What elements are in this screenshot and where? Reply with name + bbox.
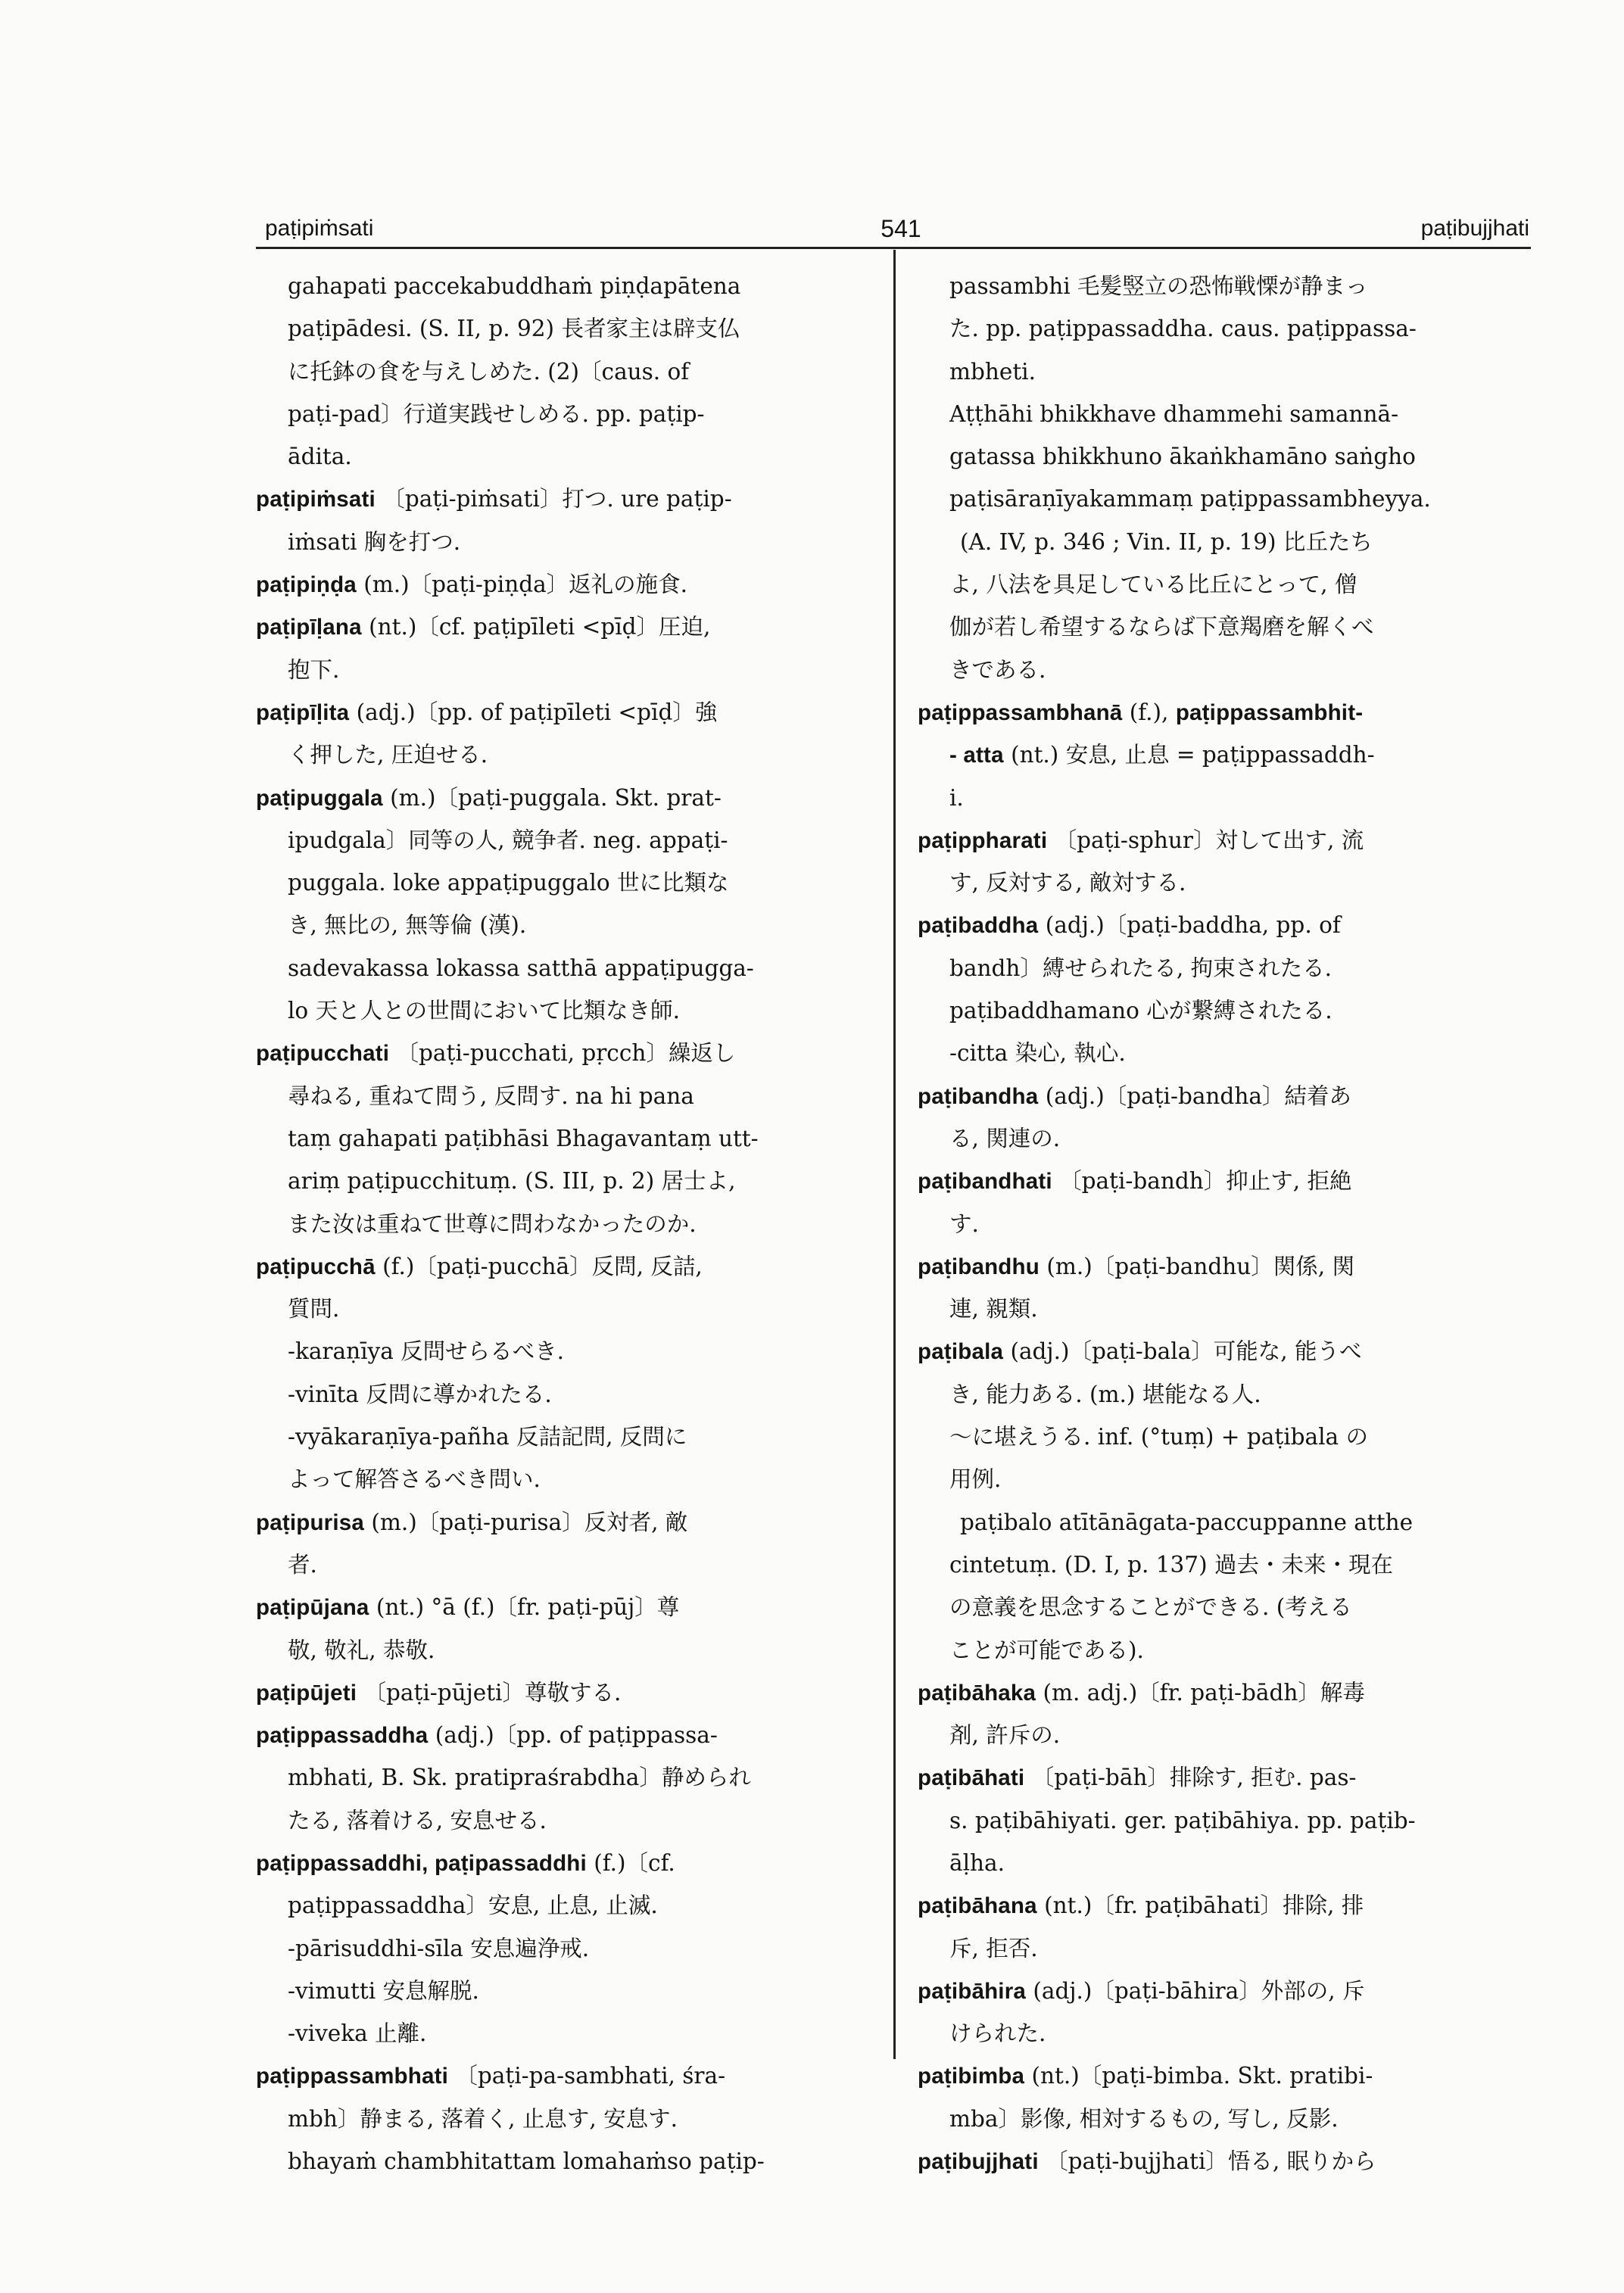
headword: paṭippassaddhi, paṭipassaddhi	[256, 1850, 587, 1876]
definition-line	[256, 350, 866, 393]
line-text: gatassa bhikkhuno ākaṅkhamāno saṅgho	[949, 444, 1416, 470]
definition-line	[918, 1416, 1529, 1458]
headword: paṭippassambhanā	[918, 699, 1123, 725]
definition-line	[918, 1501, 1529, 1544]
line-text: paṭibalo atītānāgata-paccuppanne atthe	[960, 1509, 1414, 1535]
line-text: 連, 親類.	[949, 1296, 1038, 1323]
entry-line	[918, 904, 1529, 946]
definition-line	[256, 2140, 866, 2182]
headword: paṭippassambhati	[256, 2064, 449, 2089]
entry-line	[256, 1842, 866, 1884]
definition-line	[918, 478, 1529, 520]
line-text: 者.	[288, 1551, 317, 1578]
headword: paṭibimba	[918, 2064, 1025, 2089]
line-text: す, 反対する, 敵対する.	[949, 870, 1186, 896]
definition-line	[256, 1970, 866, 2012]
line-text: 用例.	[949, 1466, 1002, 1493]
line-text: す.	[949, 1210, 979, 1237]
line-text: 〔paṭi-bāh〕排除す, 拒む. pas-	[1024, 1765, 1357, 1791]
entry-line	[256, 1032, 866, 1074]
definition-line	[918, 265, 1529, 307]
line-text: (f.)〔cf.	[586, 1849, 675, 1876]
line-text: -vyākaraṇīya-pañha 反詰記問, 反問に	[288, 1424, 687, 1450]
line-text: き, 能力ある. (m.) 堪能なる人.	[949, 1381, 1261, 1407]
headword: paṭippharati	[918, 827, 1048, 853]
line-text: mba〕影像, 相対するもの, 写し, 反影.	[949, 2105, 1339, 2132]
headword: paṭibandhati	[918, 1169, 1052, 1195]
definition-line	[918, 563, 1529, 606]
definition-line	[918, 947, 1529, 989]
line-text: た. pp. paṭippassaddha. caus. paṭippassa-	[949, 316, 1417, 342]
entry-line	[918, 2055, 1529, 2097]
definition-line	[256, 307, 866, 350]
line-text: 質問.	[288, 1296, 340, 1323]
line-text: puggala. loke appaṭipuggalo 世に比類な	[288, 870, 729, 896]
definition-line	[918, 777, 1529, 819]
line-text: taṃ gahapati paṭibhāsi Bhagavantaṃ utt-	[288, 1125, 759, 1151]
line-text: たる, 落着ける, 安息せる.	[288, 1807, 547, 1833]
line-text: よって解答さるべき問い.	[288, 1466, 541, 1493]
line-text: -pārisuddhi-sīla 安息遍浄戒.	[288, 1935, 590, 1961]
line-text: 〔paṭi-bandh〕抑止す, 拒絶	[1052, 1168, 1352, 1195]
definition-line	[918, 2098, 1529, 2140]
definition-line	[918, 350, 1529, 393]
definition-line	[918, 1586, 1529, 1628]
definition-line	[256, 2098, 866, 2140]
entry-line	[256, 1586, 866, 1628]
line-text: (m.)〔paṭi-puggala. Skt. prat-	[382, 784, 722, 811]
definition-line	[918, 1927, 1529, 1970]
headword: paṭipūjana	[256, 1595, 369, 1621]
definition-line	[256, 1373, 866, 1416]
definition-line	[256, 265, 866, 307]
page-header	[265, 213, 1529, 256]
definition-line	[256, 1884, 866, 1927]
line-text: -karaṇīya 反問せらるべき.	[288, 1338, 565, 1365]
entry-line	[256, 606, 866, 648]
definition-line	[256, 1203, 866, 1245]
right-guide-word: paṭibujjhati	[1420, 216, 1529, 241]
definition-line	[918, 989, 1529, 1032]
entry-line	[256, 1714, 866, 1756]
entry-line	[918, 1160, 1529, 1202]
entry-line	[256, 1245, 866, 1288]
line-text: ādita.	[288, 444, 352, 470]
line-text: Aṭṭhāhi bhikkhave dhammehi samannā-	[949, 400, 1399, 427]
entry-line	[918, 691, 1529, 734]
definition-line	[918, 2012, 1529, 2055]
definition-line	[256, 861, 866, 904]
entry-line	[918, 734, 1529, 776]
definition-line	[918, 1373, 1529, 1416]
entry-line	[256, 777, 866, 819]
definition-line	[256, 904, 866, 946]
definition-line	[918, 1458, 1529, 1500]
line-text: の意義を思念することができる. (考える	[949, 1594, 1352, 1621]
entry-line	[918, 1756, 1529, 1799]
definition-line	[256, 1799, 866, 1842]
entry-line	[256, 1671, 866, 1714]
definition-line	[256, 1330, 866, 1372]
entry-line	[918, 1970, 1529, 2012]
definition-line	[256, 1075, 866, 1117]
headword: paṭipūjeti	[256, 1680, 357, 1706]
left-column	[256, 265, 866, 2182]
line-text: 〔paṭi-pa-sambhati, śra-	[448, 2063, 726, 2089]
line-text: けられた.	[949, 2020, 1046, 2047]
definition-line	[256, 1927, 866, 1970]
line-text: paṭi-pad〕行道実践せしめる. pp. paṭip-	[288, 400, 705, 427]
line-text: -citta 染心, 執心.	[949, 1040, 1126, 1067]
entry-line	[256, 691, 866, 734]
headword: paṭibujjhati	[918, 2149, 1039, 2175]
definition-line	[256, 1756, 866, 1799]
line-text: (adj.)〔pp. of paṭippassa-	[428, 1722, 718, 1749]
headword: paṭipuggala	[256, 785, 383, 811]
line-text: (m.)〔paṭi-purisa〕反対者, 敵	[363, 1509, 688, 1535]
line-text: (adj.)〔paṭi-bāhira〕外部の, 斥	[1025, 1977, 1365, 2004]
line-text: bhayaṁ chambhitattam lomahaṁso paṭip-	[288, 2148, 765, 2175]
headword: paṭibāhana	[918, 1893, 1037, 1919]
definition-line	[918, 393, 1529, 435]
entry-line	[918, 1075, 1529, 1117]
line-text: -vinīta 反問に導かれたる.	[288, 1381, 552, 1407]
line-text: 抱下.	[288, 656, 340, 683]
line-text: gahapati paccekabuddhaṁ piṇḍapātena	[288, 273, 741, 299]
entry-line	[918, 1330, 1529, 1372]
definition-line	[918, 1032, 1529, 1074]
definition-line	[256, 1117, 866, 1160]
line-text: 〔paṭi-pucchati, pṛcch〕繰返し	[389, 1040, 736, 1067]
definition-line	[918, 606, 1529, 648]
definition-line	[256, 1458, 866, 1500]
line-text: mbh〕静まる, 落着く, 止息す, 安息す.	[288, 2105, 678, 2132]
line-text: bandh〕縛せられたる, 拘束されたる.	[949, 955, 1332, 981]
definition-line	[918, 1714, 1529, 1756]
definition-line	[256, 1629, 866, 1671]
line-text: lo 天と人との世間において比類なき師.	[288, 998, 680, 1024]
line-text: 斥, 拒否.	[949, 1935, 1038, 1961]
headword: paṭipucchā	[256, 1254, 376, 1279]
line-text: 〔paṭi-bujjhati〕悟る, 眠りから	[1038, 2148, 1376, 2175]
definition-line	[256, 1160, 866, 1202]
headword: paṭibala	[918, 1339, 1004, 1365]
definition-line	[918, 861, 1529, 904]
line-text: (adj.)〔paṭi-bandha〕結着あ	[1038, 1083, 1351, 1109]
definition-line	[918, 521, 1529, 563]
definition-line	[918, 1117, 1529, 1160]
entry-line	[918, 1671, 1529, 1714]
headword: paṭipucchati	[256, 1041, 390, 1067]
headword: paṭibandha	[918, 1083, 1039, 1109]
headword: paṭipiṇḍa	[256, 572, 357, 598]
line-text: 敬, 敬礼, 恭敬.	[288, 1637, 435, 1663]
definition-line	[918, 1799, 1529, 1842]
line-text: paṭippassaddha〕安息, 止息, 止滅.	[288, 1893, 658, 1919]
line-text: passambhi 毛髪竪立の恐怖戦慄が静まっ	[949, 273, 1368, 299]
line-text: (nt.)〔fr. paṭibāhati〕排除, 排	[1036, 1893, 1364, 1919]
line-text: (m.)〔paṭi-piṇḍa〕返礼の施食.	[356, 572, 688, 598]
entry-line	[918, 1245, 1529, 1288]
definition-line	[256, 435, 866, 478]
line-text: sadevakassa lokassa satthā appaṭipugga-	[288, 955, 754, 981]
line-text: 〔paṭi-sphur〕対して出す, 流	[1047, 827, 1364, 853]
line-text: ariṃ paṭipucchituṃ. (S. III, p. 2) 居士よ,	[288, 1168, 736, 1195]
line-text: (adj.)〔paṭi-baddha, pp. of	[1038, 912, 1341, 939]
right-column	[918, 265, 1529, 2182]
line-text: s. paṭibāhiyati. ger. paṭibāhiya. pp. paṭib-	[949, 1807, 1416, 1833]
page-number: 541	[881, 215, 921, 242]
line-text: よ, 八法を具足している比丘にとって, 僧	[949, 572, 1357, 598]
line-text: i.	[949, 784, 964, 811]
line-text: に托鉢の食を与えしめた. (2)〔caus. of	[288, 358, 690, 385]
headword: - atta	[949, 743, 1004, 768]
line-text: る, 関連の.	[949, 1125, 1061, 1151]
line-text: 〔paṭi-pūjeti〕尊敬する.	[357, 1679, 622, 1706]
left-guide-word: paṭipiṁsati	[265, 216, 374, 241]
headword: paṭibaddha	[918, 913, 1039, 939]
definition-line	[918, 1544, 1529, 1586]
line-text: (nt.)〔cf. paṭipīleti <pīḍ〕圧迫,	[361, 614, 711, 640]
definition-line	[918, 307, 1529, 350]
line-text: iṁsati 胸を打つ.	[288, 528, 461, 555]
line-text: ことが可能である).	[949, 1637, 1144, 1663]
line-text: paṭipādesi. (S. II, p. 92) 長者家主は辟支仏	[288, 316, 740, 342]
headword: paṭibāhira	[918, 1978, 1026, 2004]
line-text: cintetuṃ. (D. I, p. 137) 過去・未来・現在	[949, 1551, 1393, 1578]
headword: paṭipurisa	[256, 1509, 364, 1535]
headword: paṭibāhati	[918, 1765, 1025, 1791]
line-text: (A. IV, p. 346 ; Vin. II, p. 19) 比丘たち	[960, 528, 1373, 555]
headword-variant: paṭippassambhit-	[1175, 699, 1364, 725]
definition-line	[256, 521, 866, 563]
definition-line	[918, 435, 1529, 478]
entry-line	[918, 2140, 1529, 2182]
line-text: き, 無比の, 無等倫 (漢).	[288, 912, 527, 939]
line-text: (m.)〔paṭi-bandhu〕関係, 関	[1039, 1253, 1355, 1279]
headword: paṭibandhu	[918, 1254, 1040, 1279]
definition-line	[256, 649, 866, 691]
line-text: (m. adj.)〔fr. paṭi-bādh〕解毒	[1036, 1679, 1365, 1706]
line-text: (nt.) 安息, 止息 = paṭippassaddh-	[1003, 742, 1375, 768]
line-text: -viveka 止離.	[288, 2020, 427, 2047]
definition-line	[918, 1203, 1529, 1245]
line-text: きである.	[949, 656, 1046, 683]
line-text: (f.)〔paṭi-pucchā〕反問, 反詰,	[375, 1253, 703, 1279]
entry-line	[918, 819, 1529, 861]
line-text: (adj.)〔pp. of paṭipīleti <pīḍ〕強	[349, 699, 718, 725]
definition-line	[256, 989, 866, 1032]
line-text: mbhati, B. Sk. pratipraśrabdha〕静められ	[288, 1765, 751, 1791]
line-text: また汝は重ねて世尊に問わなかったのか.	[288, 1210, 697, 1237]
line-text: 〔paṭi-piṁsati〕打つ. ure paṭip-	[375, 486, 732, 512]
headword: paṭibāhaka	[918, 1680, 1036, 1706]
definition-line	[256, 819, 866, 861]
line-text: āḷha.	[949, 1849, 1005, 1876]
definition-line	[256, 393, 866, 435]
definition-line	[256, 947, 866, 989]
column-divider	[893, 250, 896, 2059]
entry-line	[256, 478, 866, 520]
definition-line	[918, 1629, 1529, 1671]
definition-line	[918, 1842, 1529, 1884]
headword: paṭipīḷana	[256, 615, 362, 640]
definition-line	[256, 1544, 866, 1586]
entry-line	[256, 563, 866, 606]
line-text: 尋ねる, 重ねて問う, 反問す. na hi pana	[288, 1083, 694, 1109]
line-text: (adj.)〔paṭi-bala〕可能な, 能うべ	[1003, 1338, 1362, 1365]
headword: paṭipīḷita	[256, 699, 350, 725]
headword: paṭipiṁsati	[256, 487, 376, 512]
definition-line	[918, 649, 1529, 691]
line-text: paṭisāraṇīyakammaṃ paṭippassambheyya.	[949, 486, 1431, 512]
line-text: -vimutti 安息解脱.	[288, 1977, 479, 2004]
entry-line	[256, 2055, 866, 2097]
line-text: く押した, 圧迫せる.	[288, 742, 488, 768]
line-text: 伽が若し希望するならば下意羯磨を解くべ	[949, 614, 1374, 640]
definition-line	[256, 734, 866, 776]
definition-line	[256, 1288, 866, 1330]
definition-line	[256, 2012, 866, 2055]
entry-line	[918, 1884, 1529, 1927]
line-text: paṭibaddhamano 心が繋縛されたる.	[949, 998, 1333, 1024]
line-text: (nt.)〔paṭi-bimba. Skt. pratibi-	[1024, 2063, 1373, 2089]
header-rule	[256, 247, 1531, 249]
line-text: ipudgala〕同等の人, 競争者. neg. appaṭi-	[288, 827, 728, 853]
definition-line	[256, 1416, 866, 1458]
definition-line	[918, 1288, 1529, 1330]
line-text: mbheti.	[949, 358, 1036, 385]
headword: paṭippassaddha	[256, 1723, 429, 1749]
line-text: 〜に堪えうる. inf. (°tuṃ) + paṭibala の	[949, 1424, 1369, 1450]
line-text: (nt.) °ā (f.)〔fr. paṭi-pūj〕尊	[369, 1594, 680, 1621]
entry-line	[256, 1501, 866, 1544]
line-text: (f.),	[1122, 699, 1176, 725]
line-text: 剤, 許斥の.	[949, 1722, 1061, 1749]
